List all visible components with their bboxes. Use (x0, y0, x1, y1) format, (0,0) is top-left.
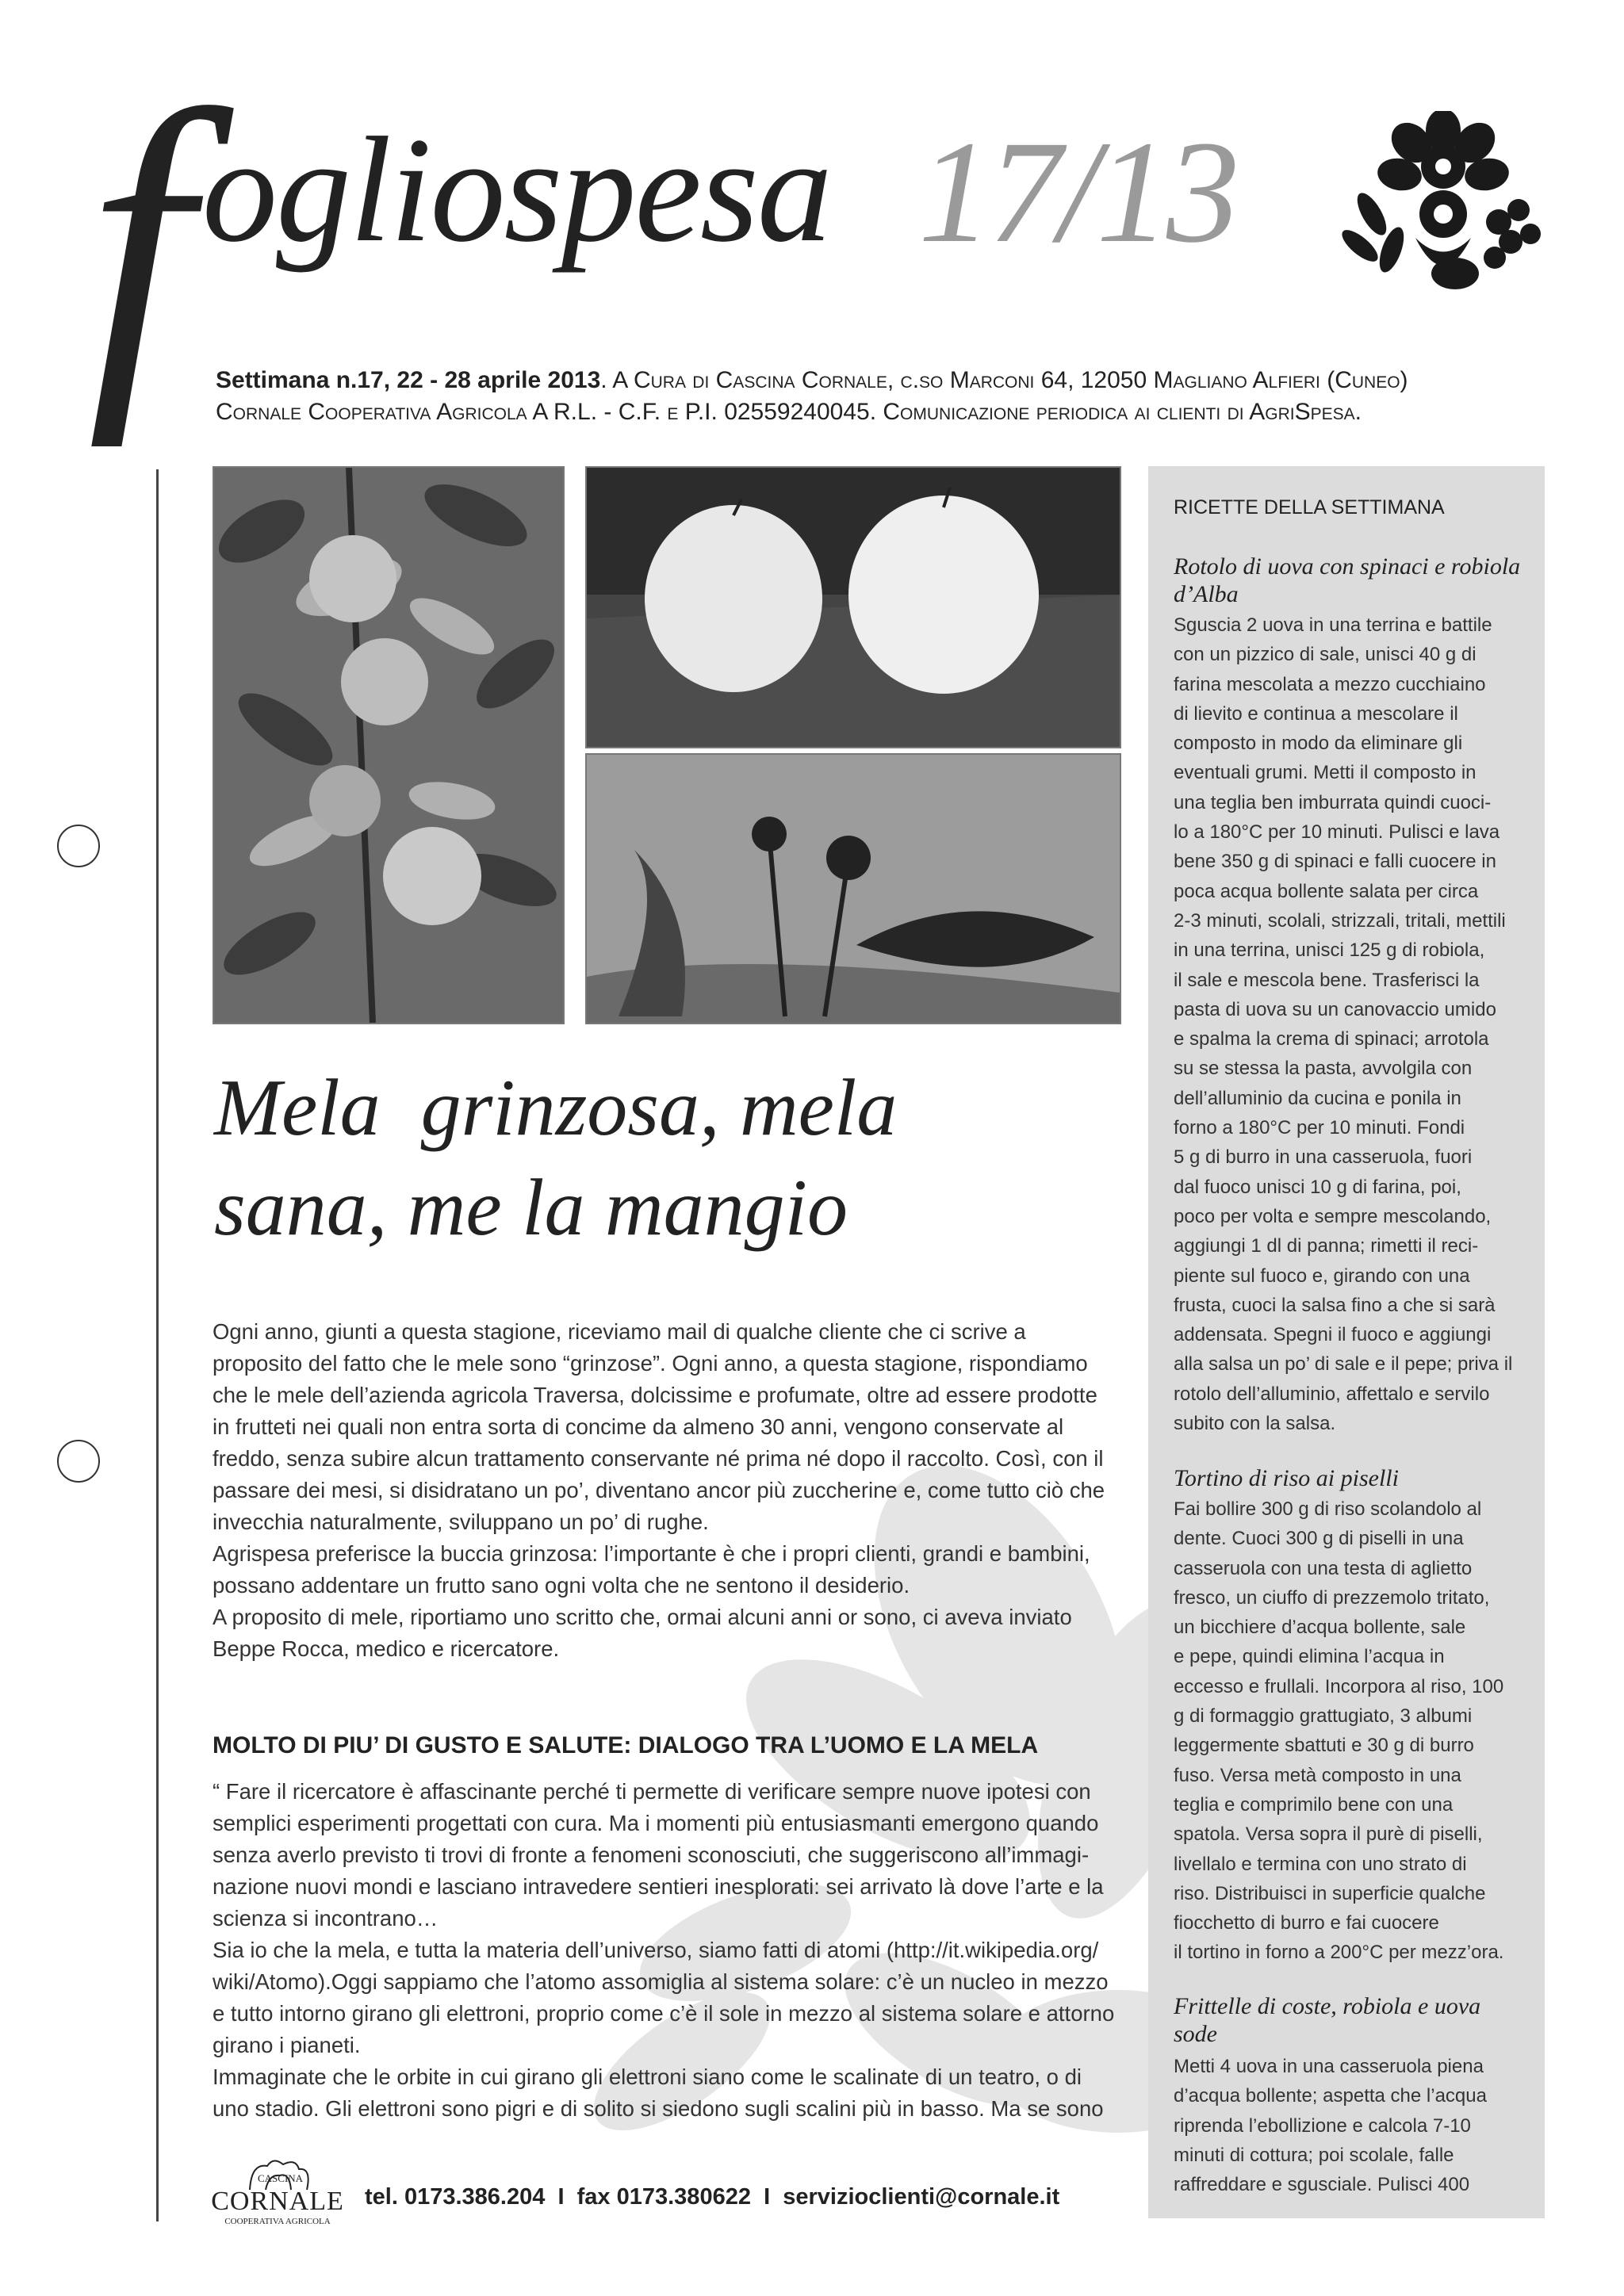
recipe1-line: poca acqua bollente salata per circa (1174, 880, 1479, 902)
recipe1-line: il sale e mescola bene. Trasferisci la (1174, 969, 1480, 991)
recipe1-line: poco per volta e sempre mescolando, (1174, 1205, 1492, 1227)
recipe1-line: aggiungi 1 dl di panna; rimetti il reci- (1174, 1235, 1479, 1257)
recipe3-title-line: Frittelle di coste, robiola e uova (1174, 1993, 1481, 2019)
section-line: scienza si incontrano… (213, 1906, 439, 1931)
recipe1-line: di lievito e continua a mescolare il (1174, 702, 1458, 725)
recipe3-text (1174, 2052, 1530, 2199)
recipe3-line: raffreddare e sgusciale. Pulisci 400 (1174, 2174, 1470, 2196)
intro-line: possano addentare un frutto sano ogni volta che ne sentono il desiderio. (213, 1573, 910, 1598)
recipe1-line: con un pizzico di sale, unisci 40 g di (1174, 644, 1477, 666)
recipe2-line: g di formaggio grattugiato, 3 albumi (1174, 1705, 1473, 1728)
section-line: semplici esperimenti progettati con cura. Ma i momenti più entusiasmanti emergono quando (213, 1811, 1099, 1835)
recipe2-line: casseruola con una testa di aglietto (1174, 1557, 1473, 1579)
photo-apple-blossom (585, 753, 1121, 1024)
agrispesa-flower-logo (1336, 111, 1550, 293)
intro-line: in frutteti nei quali non entra sorta di concime da almeno 30 anni, vengono conservate al (213, 1414, 1064, 1439)
recipe3-line: d’acqua bollente; aspetta che l’acqua (1174, 2085, 1487, 2107)
recipe1-line: lo a 180°C per 10 minuti. Pulisci e lava (1174, 821, 1500, 844)
intro-line: che le mele dell’azienda agricola Traversa, dolcissime e profumate, oltre ad essere prodotte (213, 1383, 1097, 1407)
recipe1-line: dell’alluminio da cucina e ponila in (1174, 1087, 1461, 1109)
section-line: uno stadio. Gli elettroni sono pigri e di solito si siedono sugli scalini più in basso. Ma se sono (213, 2096, 1104, 2121)
intro-line: Agrispesa preferisce la buccia grinzosa: l’importante è che i propri clienti, grandi e bambini, (213, 1541, 1090, 1566)
recipe3-line: minuti di cottura; poi scolale, falle (1174, 2144, 1454, 2166)
section-line: wiki/Atomo).Oggi sappiamo che l’atomo assomiglia al sistema solare: c’è un nucleo in mezzo (213, 1969, 1109, 1994)
section-line: “ Fare il ricercatore è affascinante perché ti permette di verificare sempre nuove ipotesi con (213, 1779, 1091, 1804)
recipe2-line: il tortino in forno a 200°C per mezz’ora. (1174, 1942, 1504, 1964)
recipes-heading: RICETTE DELLA SETTIMANA (1174, 496, 1445, 519)
two-apples-graphic (587, 468, 1120, 747)
section-line: e tutto intorno girano gli elettroni, proprio come c’è il sole in mezzo al sistema solare e attorno (213, 2001, 1115, 2026)
issue-number: 17/13 (918, 111, 1237, 274)
article-headline (214, 1058, 1086, 1258)
cornale-logo (210, 2156, 345, 2232)
recipe3-line: Metti 4 uova in una casseruola piena (1174, 2056, 1484, 2077)
headline-line: sana, me la mangio (214, 1163, 848, 1253)
recipe2-line: fuso. Versa metà composto in una (1174, 1764, 1461, 1786)
recipe1-line: piente sul fuoco e, girando con una (1174, 1265, 1470, 1287)
masthead-title: ogliospesa (202, 107, 831, 274)
section-line: girano i pianeti. (213, 2033, 361, 2057)
photo-two-apples (585, 466, 1121, 748)
recipe1-line: pasta di uova su un canovaccio umido (1174, 998, 1496, 1020)
recipe3-line: riprenda l’ebollizione e calcola 7-10 (1174, 2114, 1471, 2137)
recipe1-line: alla salsa un po’ di sale e il pepe; priva il (1174, 1353, 1513, 1376)
recipe2-line: spatola. Versa sopra il purè di piselli, (1174, 1823, 1483, 1846)
punch-hole-top (57, 825, 100, 867)
recipe1-line: farina mescolata a mezzo cucchiaino (1174, 673, 1486, 695)
recipe2-line: e pepe, quindi elimina l’acqua in (1174, 1646, 1445, 1668)
recipe2-title-line: Tortino di riso ai piselli (1174, 1465, 1399, 1491)
cornale-logo-top: CASCINA (258, 2172, 304, 2184)
photo-apple-tree (213, 466, 565, 1024)
cornale-logo-sub: COOPERATIVA AGRICOLA (224, 2217, 331, 2226)
recipe2-line: dente. Cuoci 300 g di piselli in una (1174, 1528, 1464, 1550)
section-line: senza averlo previsto ti trovi di fronte a fenomeni sconosciuti, che suggeriscono all’immagi- (213, 1843, 1090, 1867)
recipe3-title (1174, 1992, 1522, 2048)
intro-line: A proposito di mele, riportiamo uno scritto che, ormai alcuni anni or sono, ci aveva inviato (213, 1605, 1072, 1629)
recipe2-line: eccesso e frullali. Incorpora al riso, 100 (1174, 1675, 1504, 1697)
section-line: Sia io che la mela, e tutta la materia dell’universo, siamo fatti di atomi (http://it.wikipedia.org/ (213, 1938, 1099, 1962)
contact-line: tel. 0173.386.204 I fax 0173.380622 I servizioclienti@cornale.it (365, 2184, 1060, 2210)
recipe2-line: fiocchetto di burro e fai cuocere (1174, 1912, 1439, 1934)
masthead-title-f: f (87, 35, 191, 448)
recipe2-line: teglia e comprimilo bene con una (1174, 1793, 1454, 1816)
recipe1-text (1174, 610, 1530, 1438)
recipe1-line: bene 350 g di spinaci e falli cuocere in (1174, 851, 1496, 873)
intro-line: proposito del fatto che le mele sono “grinzose”. Ogni anno, a questa stagione, rispondiamo (213, 1351, 1088, 1376)
apple-tree-graphic (214, 468, 563, 1023)
week-info: Settimana n.17, 22 - 28 aprile 2013 (216, 367, 601, 393)
article-intro (213, 1316, 1124, 1665)
recipe1-line: 2-3 minuti, scolali, strizzali, tritali, mettili (1174, 909, 1506, 932)
intro-line: passare dei mesi, si disidratano un po’, diventano ancor più zuccherine e, come tutto ciò che (213, 1478, 1105, 1502)
intro-line: invecchia naturalmente, sviluppano un po’ di rughe. (213, 1510, 709, 1534)
section-line: Immaginate che le orbite in cui girano gli elettroni siano come le scalinate di un teatro, o di (213, 2064, 1082, 2089)
recipe2-line: leggermente sbattuti e 30 g di burro (1174, 1735, 1474, 1757)
recipe1-line: e spalma la crema di spinaci; arrotola (1174, 1028, 1489, 1050)
recipe2-line: fresco, un ciuffo di prezzemolo tritato, (1174, 1586, 1490, 1609)
intro-line: Ogni anno, giunti a questa stagione, riceviamo mail di qualche cliente che ci scrive a (213, 1319, 1026, 1344)
recipe2-text (1174, 1494, 1530, 1968)
recipe1-title (1174, 553, 1522, 608)
recipe1-line: composto in modo da eliminare gli (1174, 733, 1463, 755)
recipe3-title-line: sode (1174, 2021, 1217, 2047)
section-title: MOLTO DI PIU’ DI GUSTO E SALUTE: DIALOGO TRA L’UOMO E LA MELA (213, 1732, 1039, 1758)
apple-blossom-graphic (587, 755, 1120, 1023)
recipe1-line: 5 g di burro in una casseruola, fuori (1174, 1146, 1473, 1169)
recipe2-line: riso. Distribuisci in superficie qualche (1174, 1882, 1486, 1904)
section-line: nazione nuovi mondi e lasciano intravedere sentieri inesplorati: sei arrivato là dove l’arte e la (213, 1874, 1104, 1899)
recipe1-title-line: Rotolo di uova con spinaci e robiola (1174, 553, 1521, 580)
recipe1-line: una teglia ben imburrata quindi cuoci- (1174, 791, 1492, 813)
recipe2-title (1174, 1464, 1522, 1492)
masthead-subline-2: Cornale Cooperativa Agricola A R.L. - C.F. e P.I. 02559240045. Comunicazione periodica ai clienti di AgriSpesa. (216, 399, 1362, 425)
headline-line: Mela grinzosa, mela (214, 1063, 898, 1153)
recipe1-line: dal fuoco unisci 10 g di farina, poi, (1174, 1176, 1461, 1198)
masthead-subline-1 (216, 365, 1564, 396)
recipe1-line: su se stessa la pasta, avvolgila con (1174, 1058, 1473, 1080)
recipe1-line: subito con la salsa. (1174, 1413, 1336, 1435)
recipe2-line: livellalo e termina con uno strato di (1174, 1853, 1467, 1875)
recipe2-line: un bicchiere d’acqua bollente, sale (1174, 1617, 1466, 1639)
recipe1-line: forno a 180°C per 10 minuti. Fondi (1174, 1117, 1465, 1139)
publisher-address: . A Cura di Cascina Cornale, c.so Marconi 64, 12050 Magliano Alfieri (Cuneo) (600, 367, 1408, 393)
intro-line: freddo, senza subire alcun trattamento conservante né prima né dopo il raccolto. Così, con il (213, 1446, 1104, 1471)
recipe1-line: frusta, cuoci la salsa fino a che si sarà (1174, 1294, 1496, 1316)
recipe1-line: Sguscia 2 uova in una terrina e battile (1174, 614, 1492, 636)
margin-rule (156, 469, 159, 2221)
recipe1-line: addensata. Spegni il fuoco e aggiungi (1174, 1324, 1492, 1346)
punch-hole-bottom (57, 1440, 100, 1483)
cornale-logo-name: CORNALE (211, 2187, 344, 2216)
recipe1-line: rotolo dell’alluminio, affettalo e servilo (1174, 1383, 1490, 1405)
section-body (213, 1776, 1124, 2125)
intro-line: Beppe Rocca, medico e ricercatore. (213, 1636, 560, 1661)
recipe1-title-line: d’Alba (1174, 581, 1239, 607)
recipe1-line: eventuali grumi. Metti il composto in (1174, 762, 1477, 784)
recipe1-line: in una terrina, unisci 125 g di robiola, (1174, 939, 1485, 962)
recipe2-line: Fai bollire 300 g di riso scolandolo al (1174, 1498, 1482, 1520)
